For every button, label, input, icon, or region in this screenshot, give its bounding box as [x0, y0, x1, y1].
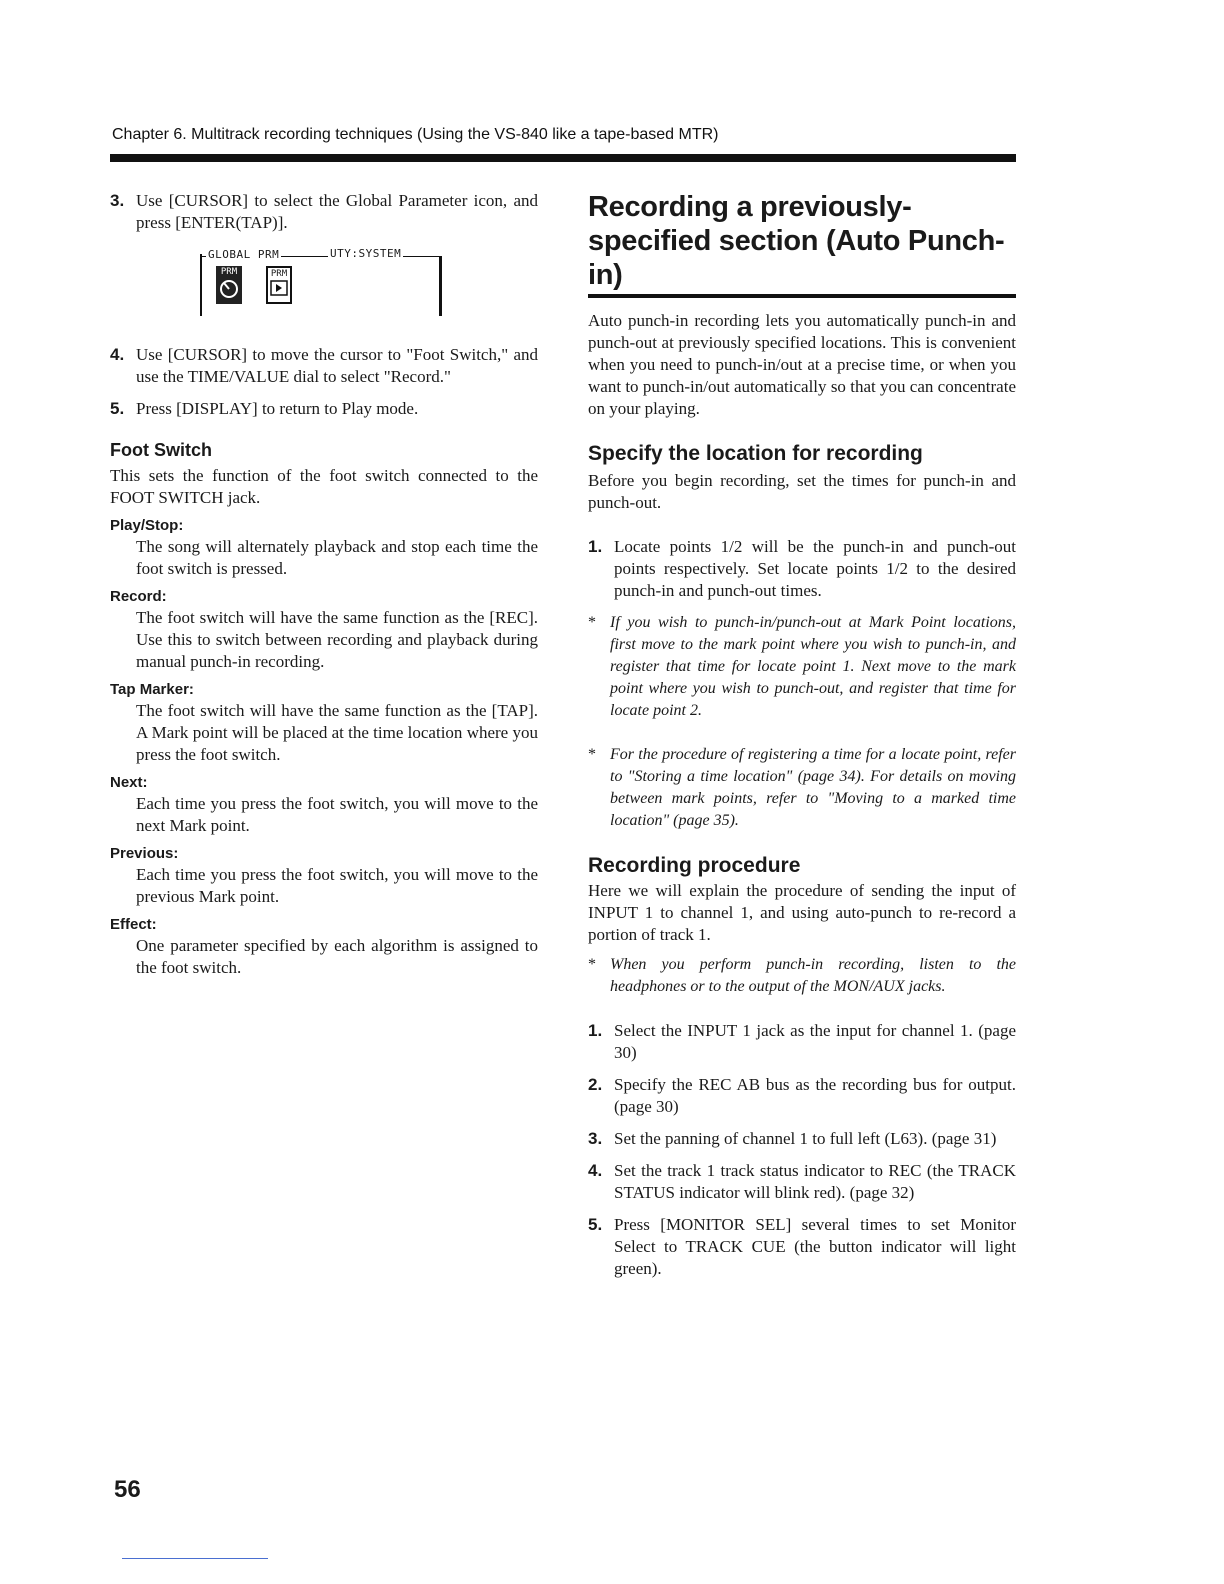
step-number: 1.	[588, 537, 603, 556]
desc-tap-marker: The foot switch will have the same function as the [TAP]. A Mark point will be placed at the time location where you press the foot switch.	[136, 701, 538, 764]
global-parameter-icon: PRM	[216, 266, 242, 304]
left-step-3	[110, 190, 538, 234]
step-number: 4.	[110, 345, 125, 364]
step-number: 3.	[110, 191, 125, 210]
term-record: Record:	[110, 588, 167, 605]
term-effect: Effect:	[110, 916, 157, 933]
step-text: Locate points 1/2 will be the punch-in and punch-out points respectively. Set locate points 1/2 to the desired punch-in and punch-out times.	[614, 537, 1016, 600]
step-text: Use [CURSOR] to select the Global Parameter icon, and press [ENTER(TAP)].	[136, 191, 538, 232]
left-step-5	[110, 398, 538, 420]
term-tap-marker: Tap Marker:	[110, 681, 194, 698]
desc-previous: Each time you press the foot switch, you will move to the previous Mark point.	[136, 865, 538, 906]
procedure-step-2: 2. Specify the REC AB bus as the recording bus for output. (page 30)	[588, 1075, 1016, 1116]
footer-link-line	[122, 1558, 268, 1559]
page-number: 56	[114, 1476, 141, 1503]
knob-icon	[218, 278, 240, 300]
desc-effect: One parameter specified by each algorithm is assigned to the foot switch.	[136, 936, 538, 977]
section-title: Recording a previously-specified section (Auto Punch-in)	[588, 191, 1005, 291]
title-rule	[588, 294, 1016, 298]
right-column	[588, 190, 1016, 1290]
note-locate-procedure: * For the procedure of registering a time for a locate point, refer to "Storing a time location" (page 34). For details on moving between mark points, refer to "Moving to a marked time location" (page 35).	[588, 746, 1016, 829]
chapter-header: Chapter 6. Multitrack recording techniques (Using the VS-840 like a tape-based MTR)	[112, 126, 719, 143]
procedure-step-1: 1. Select the INPUT 1 jack as the input for channel 1. (page 30)	[588, 1021, 1016, 1062]
note-mark-point: * If you wish to punch-in/punch-out at Mark Point locations, first move to the mark point where you wish to punch-in, and register that time for locate point 1. Next move to the mark point where you wish to punch-out, and register that time for locate point 2.	[588, 614, 1016, 719]
foot-switch-intro: This sets the function of the foot switch connected to the FOOT SWITCH jack.	[110, 466, 538, 507]
header-rule	[110, 154, 1016, 162]
procedure-step-3: 3. Set the panning of channel 1 to full left (L63). (page 31)	[588, 1129, 997, 1148]
recording-procedure-heading: Recording procedure	[588, 854, 801, 877]
step-text: Press [DISPLAY] to return to Play mode.	[136, 399, 419, 418]
specify-step-1	[588, 536, 1016, 602]
foot-switch-heading: Foot Switch	[110, 440, 212, 460]
play-icon	[270, 280, 288, 296]
left-step-4	[110, 344, 538, 388]
procedure-step-5: 5. Press [MONITOR SEL] several times to set Monitor Select to TRACK CUE (the button indicator will light green).	[588, 1215, 1016, 1278]
term-next: Next:	[110, 774, 148, 791]
specify-location-intro: Before you begin recording, set the times for punch-in and punch-out.	[588, 471, 1016, 512]
recording-procedure-intro: Here we will explain the procedure of sending the input of INPUT 1 to channel 1, and using auto-punch to re-record a portion of track 1.	[588, 881, 1016, 944]
term-play-stop: Play/Stop:	[110, 517, 184, 534]
procedure-step-4: 4. Set the track 1 track status indicator to REC (the TRACK STATUS indicator will blink red). (page 32)	[588, 1161, 1016, 1202]
step-number: 5.	[110, 399, 125, 418]
left-column	[110, 190, 538, 979]
auto-punch-intro: Auto punch-in recording lets you automatically punch-in and punch-out at previously specified locations. This is convenient when you need to punch-in/out at a precise time, or when you want to punch-in/out automatically so that you can concentrate on your playing.	[588, 311, 1016, 418]
lcd-tab-utility-system: UTY:SYSTEM	[330, 247, 402, 260]
lcd-global-parameter-display	[200, 246, 448, 322]
note-headphones: * When you perform punch-in recording, listen to the headphones or to the output of the MON/AUX jacks.	[588, 956, 1016, 995]
specify-location-heading: Specify the location for recording	[588, 442, 923, 465]
desc-play-stop: The song will alternately playback and stop each time the foot switch is pressed.	[136, 537, 538, 578]
lcd-tab-global-prm: GLOBAL PRM	[208, 248, 280, 261]
play-parameter-icon: PRM	[266, 266, 292, 304]
desc-record: The foot switch will have the same function as the [REC]. Use this to switch between recording and playback during manual punch-in recording.	[136, 608, 538, 671]
term-previous: Previous:	[110, 845, 179, 862]
desc-next: Each time you press the foot switch, you will move to the next Mark point.	[136, 794, 538, 835]
step-text: Use [CURSOR] to move the cursor to "Foot Switch," and use the TIME/VALUE dial to select "Record."	[136, 345, 538, 386]
